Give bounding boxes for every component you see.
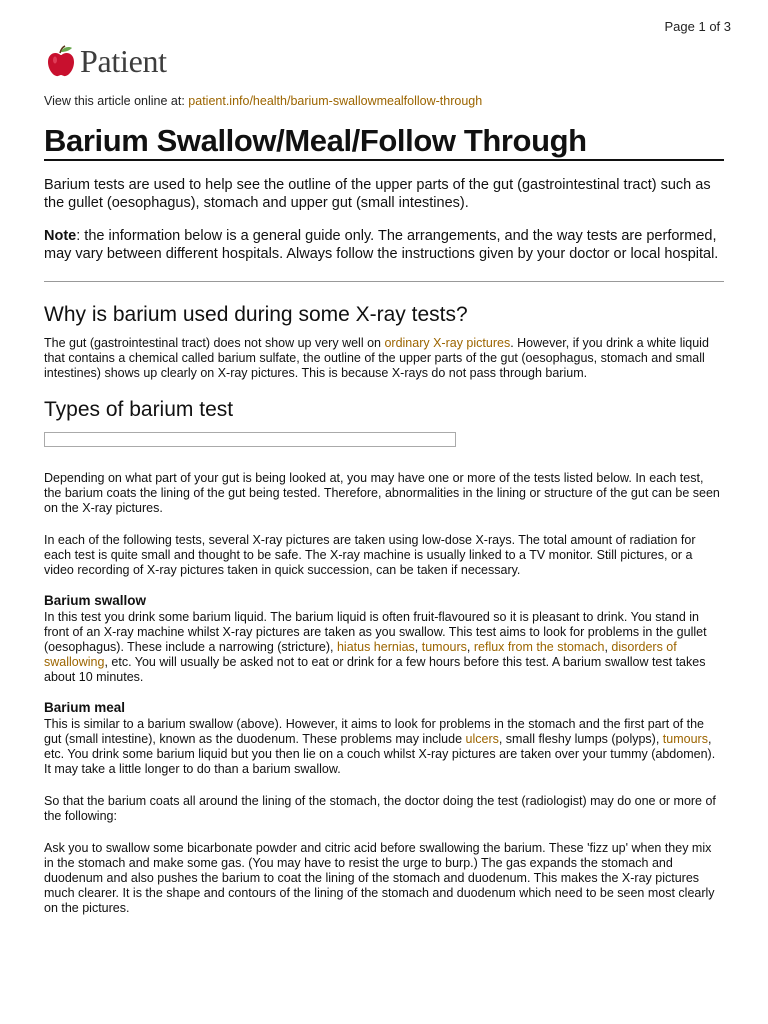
logo-text: Patient xyxy=(80,43,167,79)
barium-meal-paragraph-2: So that the barium coats all around the lining of the stomach, the doctor doing the test (radiologist) may do one or more of the following: xyxy=(44,794,716,823)
types-paragraph-1: Depending on what part of your gut is being looked at, you may have one or more of the tests listed below. In each test, the barium coats the lining of the gut being tested. Therefore, abnormalities in the lining or structure of the gut can be seen on the X-ray pictures. xyxy=(44,471,720,515)
note-text: : the information below is a general guide only. The arrangements, and the way tests are performed, may vary between different hospitals. Always follow the instructions given by your doctor or local hospital. xyxy=(44,228,719,262)
swallow-text-3: , xyxy=(466,640,474,654)
swallow-text-5: , etc. You will usually be asked not to eat or drink for a few hours before this test. A barium swallow test takes about 10 minutes. xyxy=(44,655,706,684)
article-content xyxy=(44,176,724,916)
apple-logo-icon xyxy=(46,44,76,78)
meal-text-3: , etc. You drink some barium liquid but you then lie on a couch whilst X-ray pictures are taken over your tummy (abdomen). It may take a little longer to do than a barium swallow. xyxy=(44,732,716,776)
types-paragraph-2: In each of the following tests, several X-ray pictures are taken using low-dose X-rays. The total amount of radiation for each test is quite small and thought to be safe. The X-ray machine is usually linked to a TV monitor. Still pictures, or a video recording of X-ray pictures taken in quick succession, can be taken if necessary. xyxy=(44,533,696,577)
reflux-link[interactable]: reflux from the stomach xyxy=(473,640,605,654)
why-text-a: The gut (gastrointestinal tract) does not show up very well on xyxy=(44,336,385,350)
tumours-link-2[interactable]: tumours xyxy=(662,732,708,746)
heading-barium-meal: Barium meal xyxy=(44,700,126,715)
swallowing-disorders-link[interactable]: disorders of swallowing xyxy=(44,640,677,669)
barium-meal-paragraph-1 xyxy=(44,717,724,777)
view-online-label: View this article online at: xyxy=(44,94,189,108)
heading-types: Types of barium test xyxy=(44,398,234,421)
ordinary-xray-link[interactable]: ordinary X-ray pictures xyxy=(384,336,511,350)
swallow-text-2: , xyxy=(414,640,422,654)
why-text-b: . However, if you drink a white liquid that contains a chemical called barium sulfate, the outline of the upper parts of the gut (oesophagus, stomach and small intestines) shows up clearly on X-ray pictures. This is because X-rays do not pass through barium. xyxy=(44,336,709,380)
barium-swallow-paragraph xyxy=(44,610,724,685)
article-url-link[interactable]: patient.info/health/barium-swallowmealfollow-through xyxy=(188,94,483,108)
note-paragraph xyxy=(44,227,724,263)
heading-why-barium: Why is barium used during some X-ray tests? xyxy=(44,303,468,326)
intro-paragraph: Barium tests are used to help see the outline of the upper parts of the gut (gastrointestinal tract) such as the gullet (oesophagus), stomach and upper gut (small intestines). xyxy=(44,177,711,211)
view-online-line xyxy=(44,94,482,108)
section-divider xyxy=(44,281,724,282)
note-label: Note xyxy=(44,228,77,244)
contents-box xyxy=(44,432,456,447)
meal-text-2: , small fleshy lumps (polyps), xyxy=(498,732,663,746)
meal-text-1: This is similar to a barium swallow (above). However, it aims to look for problems in the stomach and the first part of the gut (small intestine), known as the duodenum. These problems may include xyxy=(44,717,704,746)
swallow-text-4: , xyxy=(604,640,612,654)
barium-meal-paragraph-3: Ask you to swallow some bicarbonate powder and citric acid before swallowing the barium. These 'fizz up' when they mix in the stomach and make some gas. (You may have to resist the urge to burp.) The gas expands the stomach and duodenum and also pushes the barium to coat the lining of the stomach and duodenum. This makes the X-ray pictures much clearer. It is the shape and contours of the lining of the stomach and duodenum which need to be seen most clearly on the pictures. xyxy=(44,841,715,915)
swallow-text-1: In this test you drink some barium liquid. The barium liquid is often fruit-flavoured so it is pleasant to drink. You stand in front of an X-ray machine whilst X-ray pictures are taken as you swallow. This test aims to look for problems in the gullet (oesophagus). These include a narrowing (stricture), xyxy=(44,610,707,654)
ulcers-link[interactable]: ulcers xyxy=(465,732,499,746)
hiatus-hernias-link[interactable]: hiatus hernias xyxy=(336,640,415,654)
heading-barium-swallow: Barium swallow xyxy=(44,593,147,608)
page-number: Page 1 of 3 xyxy=(664,19,731,34)
why-paragraph xyxy=(44,336,724,381)
tumours-link[interactable]: tumours xyxy=(421,640,467,654)
page-title: Barium Swallow/Meal/Follow Through xyxy=(44,122,724,161)
patient-logo[interactable] xyxy=(46,44,167,78)
